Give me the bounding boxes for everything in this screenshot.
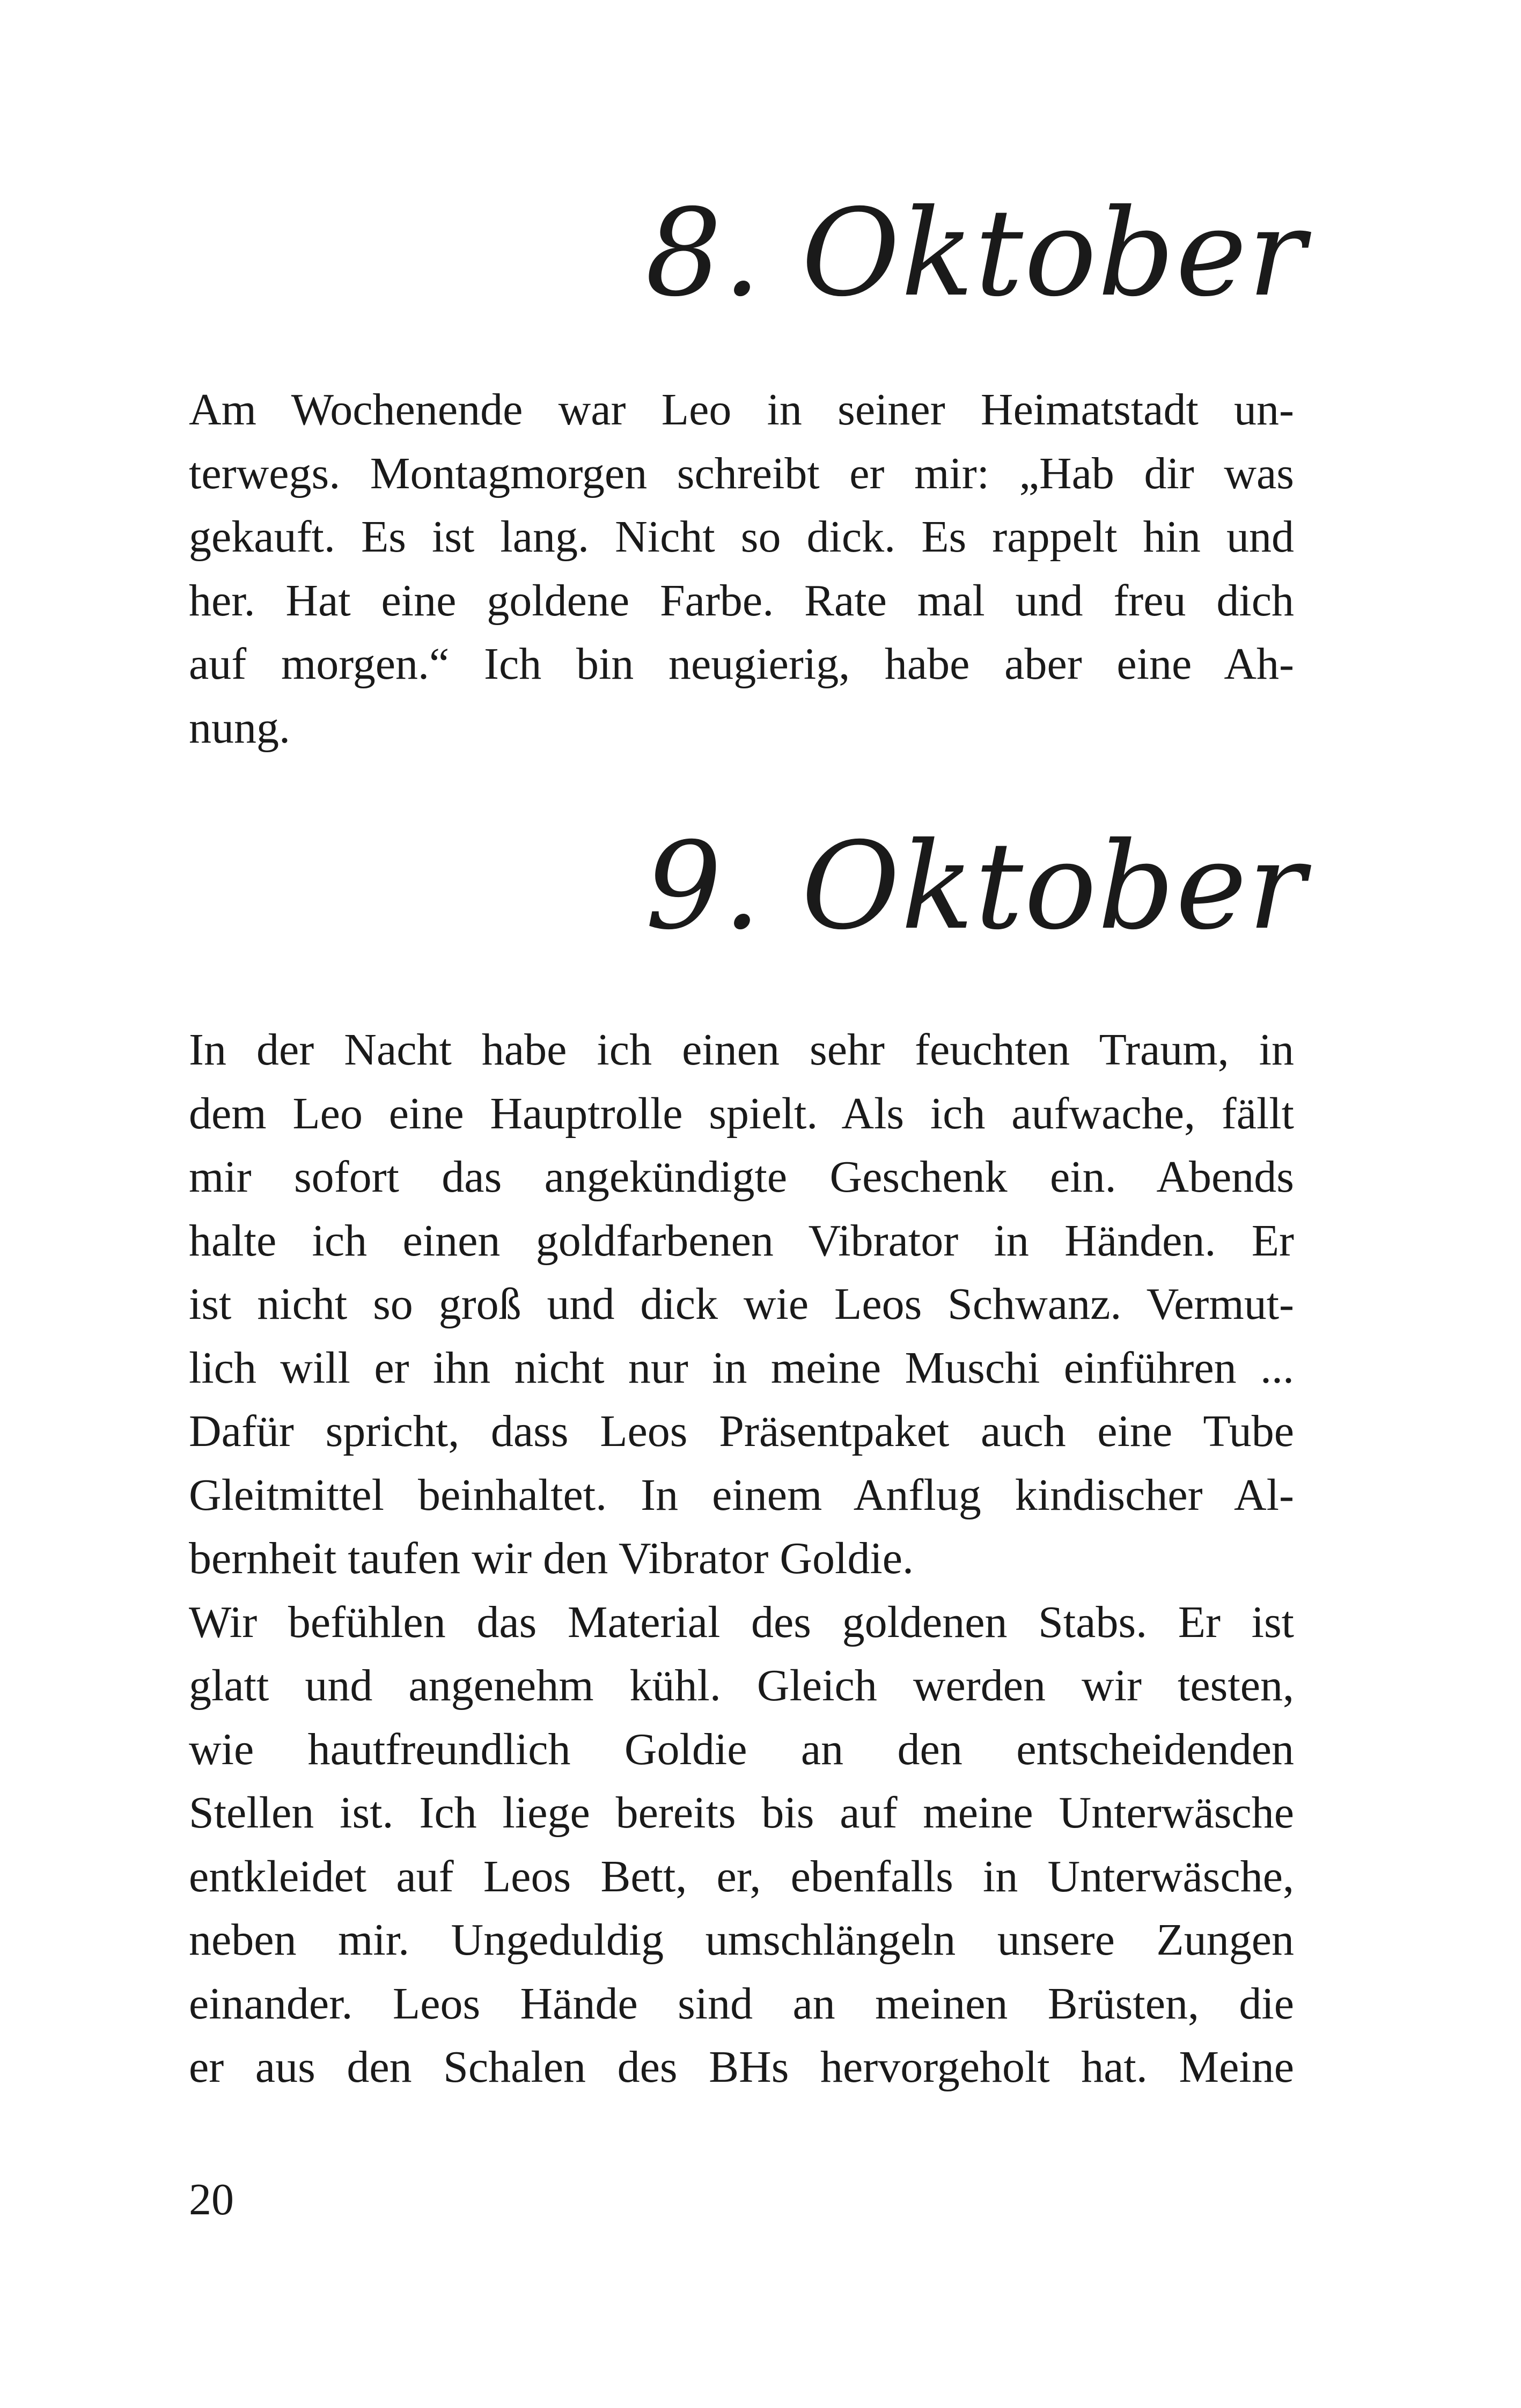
text-line: terwegs. Montagmorgen schreibt er mir: „Hab dir was xyxy=(189,448,1294,498)
text-line: einander. Leos Hände sind an meinen Brüsten, die xyxy=(189,1978,1294,2029)
text-line: Stellen ist. Ich liege bereits bis auf meine Unterwäsche xyxy=(189,1788,1294,1838)
page-number: 20 xyxy=(189,2175,234,2225)
text-line: lich will er ihn nicht nur in meine Muschi einführen ... xyxy=(189,1342,1294,1393)
text-line: dem Leo eine Hauptrolle spielt. Als ich aufwache, fällt xyxy=(189,1088,1294,1139)
text-line: bernheit taufen wir den Vibrator Goldie. xyxy=(189,1533,914,1583)
text-line: Dafür spricht, dass Leos Präsentpaket auch eine Tube xyxy=(189,1406,1294,1456)
paragraph-oct-8 xyxy=(189,378,1294,760)
section-heading-oct-9: 9. Oktober xyxy=(645,816,1306,956)
text-line: In der Nacht habe ich einen sehr feuchten Traum, in xyxy=(189,1025,1294,1075)
text-line: gekauft. Es ist lang. Nicht so dick. Es rappelt hin und xyxy=(189,512,1294,562)
text-line: her. Hat eine goldene Farbe. Rate mal und freu dich xyxy=(189,575,1294,626)
text-line: glatt und angenehm kühl. Gleich werden wir testen, xyxy=(189,1661,1294,1710)
text-line: entkleidet auf Leos Bett, er, ebenfalls in Unterwäsche, xyxy=(189,1851,1294,1902)
text-line: ist nicht so groß und dick wie Leos Schwanz. Vermut- xyxy=(189,1279,1294,1329)
text-line: wie hautfreundlich Goldie an den entscheidenden xyxy=(189,1724,1294,1774)
text-line: Wir befühlen das Material des goldenen Stabs. Er ist xyxy=(189,1597,1294,1647)
section-heading-oct-8: 8. Oktober xyxy=(645,183,1306,323)
text-line: er aus den Schalen des BHs hervorgeholt hat. Meine xyxy=(189,2042,1294,2092)
text-line: auf morgen.“ Ich bin neugierig, habe aber eine Ah- xyxy=(189,639,1294,689)
paragraph-oct-9 xyxy=(189,1018,1294,2099)
text-line: Gleitmittel beinhaltet. In einem Anflug kindischer Al- xyxy=(189,1470,1294,1520)
text-line: mir sofort das angekündigte Geschenk ein. Abends xyxy=(189,1152,1294,1202)
text-line: Am Wochenende war Leo in seiner Heimatstadt un- xyxy=(189,385,1294,435)
text-line: halte ich einen goldfarbenen Vibrator in Händen. Er xyxy=(189,1215,1294,1266)
text-line: nung. xyxy=(189,702,290,753)
text-line: neben mir. Ungeduldig umschlängeln unsere Zungen xyxy=(189,1915,1294,1965)
